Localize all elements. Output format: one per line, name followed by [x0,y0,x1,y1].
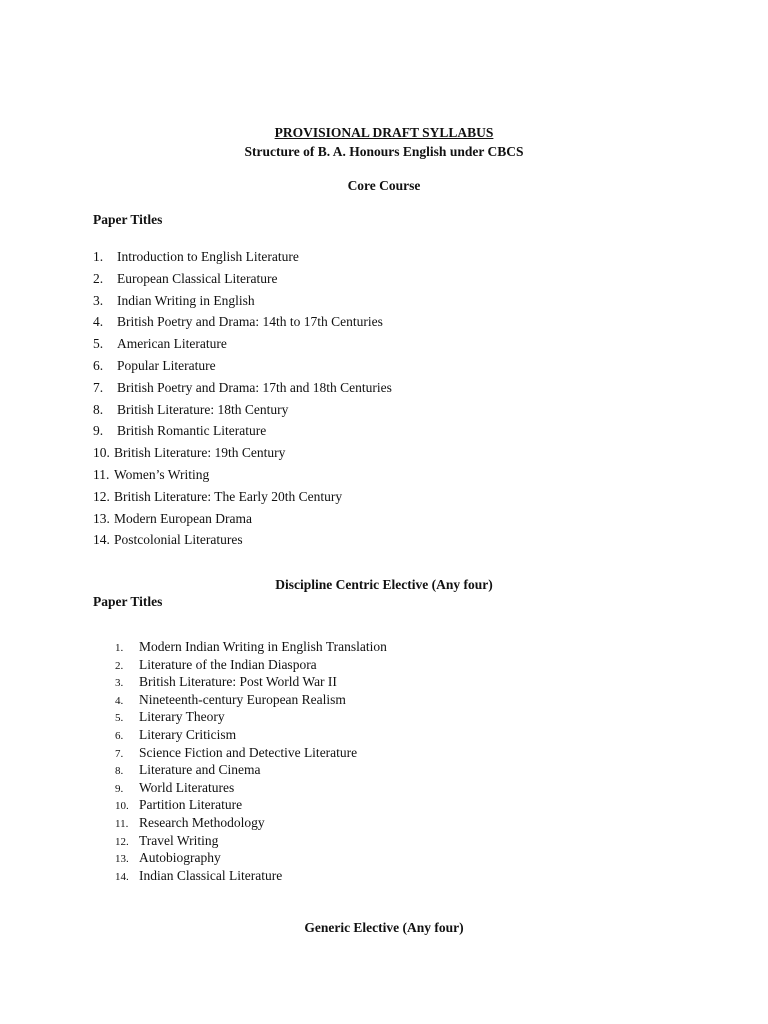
list-item [115,744,387,762]
list-item-text: Postcolonial Literatures [114,532,243,548]
list-item [93,444,392,466]
list-item-number: 6. [93,357,104,373]
list-item-number: 8. [93,401,104,417]
dce-list [115,638,387,884]
list-item-text: British Poetry and Drama: 17th and 18th Centuries [117,379,392,395]
list-item-number: 13. [93,510,110,526]
list-item-text: European Classical Literature [117,270,278,286]
list-item [93,422,392,444]
core-course-list [93,248,392,553]
list-item-text: Autobiography [139,850,221,866]
list-item-text: British Literature: 19th Century [114,445,286,461]
list-item-number: 6. [115,729,124,742]
list-item [115,656,387,674]
discipline-centric-elective-heading: Discipline Centric Elective (Any four) [275,577,493,592]
list-item-number: 9. [93,423,104,439]
list-item [115,779,387,797]
dce-paper-titles-label: Paper Titles [93,594,163,609]
list-item-number: 12. [115,835,129,848]
list-item-number: 4. [115,694,124,707]
list-item [115,673,387,691]
core-paper-titles-label: Paper Titles [93,212,163,227]
list-item [93,531,392,553]
core-course-heading: Core Course [347,178,421,193]
list-item [115,849,387,867]
list-item [115,708,387,726]
list-item-text: Nineteenth-century European Realism [139,691,346,707]
list-item [115,726,387,744]
list-item [93,466,392,488]
list-item-text: Women’s Writing [114,466,210,482]
list-item-text: British Literature: Post World War II [139,674,337,690]
list-item-number: 13. [115,853,129,866]
list-item-text: Partition Literature [139,797,243,813]
list-item-number: 5. [115,712,124,725]
list-item-number: 5. [93,336,104,352]
list-item-text: Literature of the Indian Diaspora [139,656,317,672]
list-item-number: 7. [93,379,104,395]
list-item-text: Introduction to English Literature [117,249,299,264]
list-item-text: Modern Indian Writing in English Translation [139,639,387,654]
list-item-text: British Literature: The Early 20th Century [114,488,343,504]
list-item-number: 11. [93,466,110,482]
list-item-number: 3. [93,292,104,308]
list-item [115,638,387,656]
list-item [93,292,392,314]
list-item-text: Travel Writing [139,832,219,848]
list-item-number: 8. [115,765,124,778]
document-title: PROVISIONAL DRAFT SYLLABUS [274,125,494,140]
list-item-text: American Literature [117,336,227,352]
list-item-text: Modern European Drama [114,510,252,526]
list-item [115,832,387,850]
list-item [93,488,392,510]
list-item [115,796,387,814]
list-item-text: Literary Theory [139,709,225,725]
list-item [93,379,392,401]
list-item-text: Indian Writing in English [117,292,255,308]
list-item-text: Indian Classical Literature [139,867,283,883]
list-item [93,248,392,270]
list-item [93,270,392,292]
list-item [93,357,392,379]
list-item-text: Research Methodology [139,814,265,830]
list-item [93,510,392,532]
list-item [93,313,392,335]
list-item-number: 2. [115,659,124,672]
list-item-number: 2. [93,270,104,286]
list-item-text: Science Fiction and Detective Literature [139,744,358,760]
list-item-number: 9. [115,782,124,795]
list-item [115,867,387,885]
list-item [115,691,387,709]
list-item-text: World Literatures [139,779,235,795]
list-item [93,335,392,357]
list-item-number: 4. [93,314,104,330]
list-item-number: 14. [115,870,129,883]
list-item [115,814,387,832]
list-item-number: 1. [93,249,104,264]
list-item-number: 12. [93,488,110,504]
list-item-number: 10. [115,800,129,813]
list-item-text: British Poetry and Drama: 14th to 17th Centuries [117,314,383,330]
document-subtitle: Structure of B. A. Honours English under CBCS [244,144,524,159]
list-item-text: British Literature: 18th Century [117,401,289,417]
list-item-text: Literary Criticism [139,726,237,742]
list-item-number: 14. [93,532,110,548]
list-item-number: 10. [93,445,110,461]
list-item-number: 1. [115,642,124,654]
list-item-text: Literature and Cinema [139,762,261,778]
list-item-number: 7. [115,747,124,760]
list-item-number: 11. [115,817,129,830]
list-item [115,761,387,779]
list-item [93,401,392,423]
list-item-text: Popular Literature [117,357,216,373]
list-item-text: British Romantic Literature [117,423,267,439]
generic-elective-heading: Generic Elective (Any four) [304,920,464,935]
list-item-number: 3. [115,677,124,690]
